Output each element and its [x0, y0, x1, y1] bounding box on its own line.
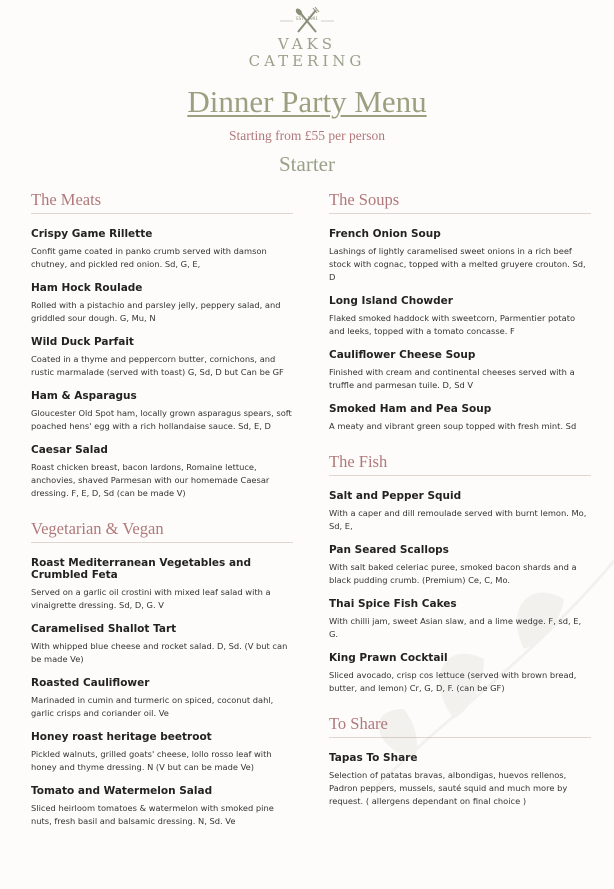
menu-item [329, 403, 591, 433]
item-name: Roasted Cauliflower [31, 677, 150, 689]
menu-item [329, 544, 591, 587]
section-meats [31, 190, 293, 500]
menu-item [31, 444, 293, 500]
brand-logo [0, 6, 614, 70]
item-name: Honey roast heritage beetroot [31, 731, 212, 743]
section-vegetarian-vegan [31, 519, 293, 828]
section-title: The Meats [31, 190, 293, 214]
menu-item [31, 677, 293, 720]
item-description: Finished with cream and continental cheeses served with a truffle and parmesan tuile. D, Sd V [329, 367, 575, 390]
menu-item [329, 490, 591, 533]
item-description: Selection of patatas bravas, albondigas, huevos rellenos, Padron peppers, mussels, sauté squid and much more by request. ( allergens dependant on final choice ) [329, 770, 568, 806]
item-name: Long Island Chowder [329, 295, 453, 307]
item-description: Roast chicken breast, bacon lardons, Romaine lettuce, anchovies, shaved Parmesan with our homemade Caesar dressing. F, E, D, Sd (can be made V) [31, 462, 270, 498]
menu-item [329, 752, 591, 808]
menu-item [31, 390, 293, 433]
item-description: Pickled walnuts, grilled goats' cheese, lollo rosso leaf with honey and thyme dressing. N (V but can be made Ve) [31, 749, 272, 772]
section-soups [329, 190, 591, 433]
menu-item [329, 228, 591, 284]
item-name: Ham & Asparagus [31, 390, 137, 402]
item-description: With salt baked celeriac puree, smoked bacon shards and a black pudding crumb. (Premium) Ce, C, Mo. [329, 562, 577, 585]
right-column [329, 190, 591, 827]
item-description: With a caper and dill remoulade served with burnt lemon. Mo, Sd, E, [329, 508, 587, 531]
logo-est-text: EST · 1991 [296, 16, 318, 21]
item-description: Sliced avocado, crisp cos lettuce (served with brown bread, butter, and lemon) Cr, G, D, F. (can be GF) [329, 670, 577, 693]
item-description: Flaked smoked haddock with sweetcorn, Parmentier potato and leeks, topped with a tomato concasse. F [329, 313, 576, 336]
section-title: To Share [329, 714, 591, 738]
item-name: Caesar Salad [31, 444, 108, 456]
item-name: Ham Hock Roulade [31, 282, 143, 294]
menu-item [31, 282, 293, 325]
item-description: Marinaded in cumin and turmeric on spiced, coconut dahl, garlic crisps and coriander oil. Ve [31, 695, 274, 718]
item-description: Lashings of lightly caramelised sweet onions in a rich beef stock with cognac, topped with a melted gruyere crouton. Sd, D [329, 246, 586, 282]
brand-name-line2: CATERING [248, 52, 366, 70]
menu-item [329, 598, 591, 641]
menu-item [31, 623, 293, 666]
price-note: Starting from £55 per person [229, 128, 385, 143]
section-title: The Soups [329, 190, 591, 214]
menu-item [31, 557, 293, 612]
section-title: Vegetarian & Vegan [31, 519, 293, 543]
item-name: Smoked Ham and Pea Soup [329, 403, 492, 415]
item-description: With chilli jam, sweet Asian slaw, and a lime wedge. F, sd, E, G. [329, 616, 582, 639]
item-name: Thai Spice Fish Cakes [329, 598, 457, 610]
brand-name-line1: VAKS [277, 35, 337, 53]
section-fish [329, 452, 591, 695]
item-description: With whipped blue cheese and rocket salad. D, Sd. (V but can be made Ve) [31, 641, 288, 664]
item-description: Sliced heirloom tomatoes & watermelon with smoked pine nuts, fresh basil and balsamic dressing. N, Sd. Ve [31, 803, 274, 826]
menu-item [329, 349, 591, 392]
item-description: Coated in a thyme and peppercorn butter, cornichons, and rustic marmalade (served with toast) G, Sd, D but Can be GF [31, 354, 284, 377]
item-name: Tomato and Watermelon Salad [31, 785, 213, 797]
item-description: Confit game coated in panko crumb served with damson chutney, and pickled red onion. Sd, G, E, [31, 246, 267, 269]
item-name: Crispy Game Rillette [31, 228, 153, 240]
item-description: Rolled with a pistachio and parsley jelly, peppery salad, and griddled sour dough. G, Mu, N [31, 300, 281, 323]
left-column [31, 190, 293, 847]
item-name: Wild Duck Parfait [31, 336, 134, 348]
menu-item [329, 652, 591, 695]
item-name: King Prawn Cocktail [329, 652, 448, 664]
section-title: The Fish [329, 452, 591, 476]
item-description: A meaty and vibrant green soup topped with fresh mint. Sd [329, 421, 577, 431]
item-name: Tapas To Share [329, 752, 418, 764]
menu-item [31, 731, 293, 774]
item-name: Cauliflower Cheese Soup [329, 349, 476, 361]
item-description: Gloucester Old Spot ham, locally grown asparagus spears, soft poached hens' egg with a rich hollandaise sauce. Sd, E, D [31, 408, 292, 431]
menu-item [329, 295, 591, 338]
menu-item [31, 785, 293, 828]
menu-item [31, 228, 293, 271]
item-name: Salt and Pepper Squid [329, 490, 462, 502]
course-heading: Starter [279, 152, 335, 176]
item-name: French Onion Soup [329, 228, 441, 240]
item-name: Roast Mediterranean Vegetables and Crumbled Feta [31, 557, 252, 581]
section-to-share [329, 714, 591, 808]
item-description: Served on a garlic oil crostini with mixed leaf salad with a vinaigrette dressing. Sd, D, G. V [31, 587, 271, 610]
crossed-cutlery-icon [277, 6, 337, 36]
menu-item [31, 336, 293, 379]
item-name: Pan Seared Scallops [329, 544, 449, 556]
menu-title: Dinner Party Menu [187, 84, 427, 119]
item-name: Caramelised Shallot Tart [31, 623, 177, 635]
